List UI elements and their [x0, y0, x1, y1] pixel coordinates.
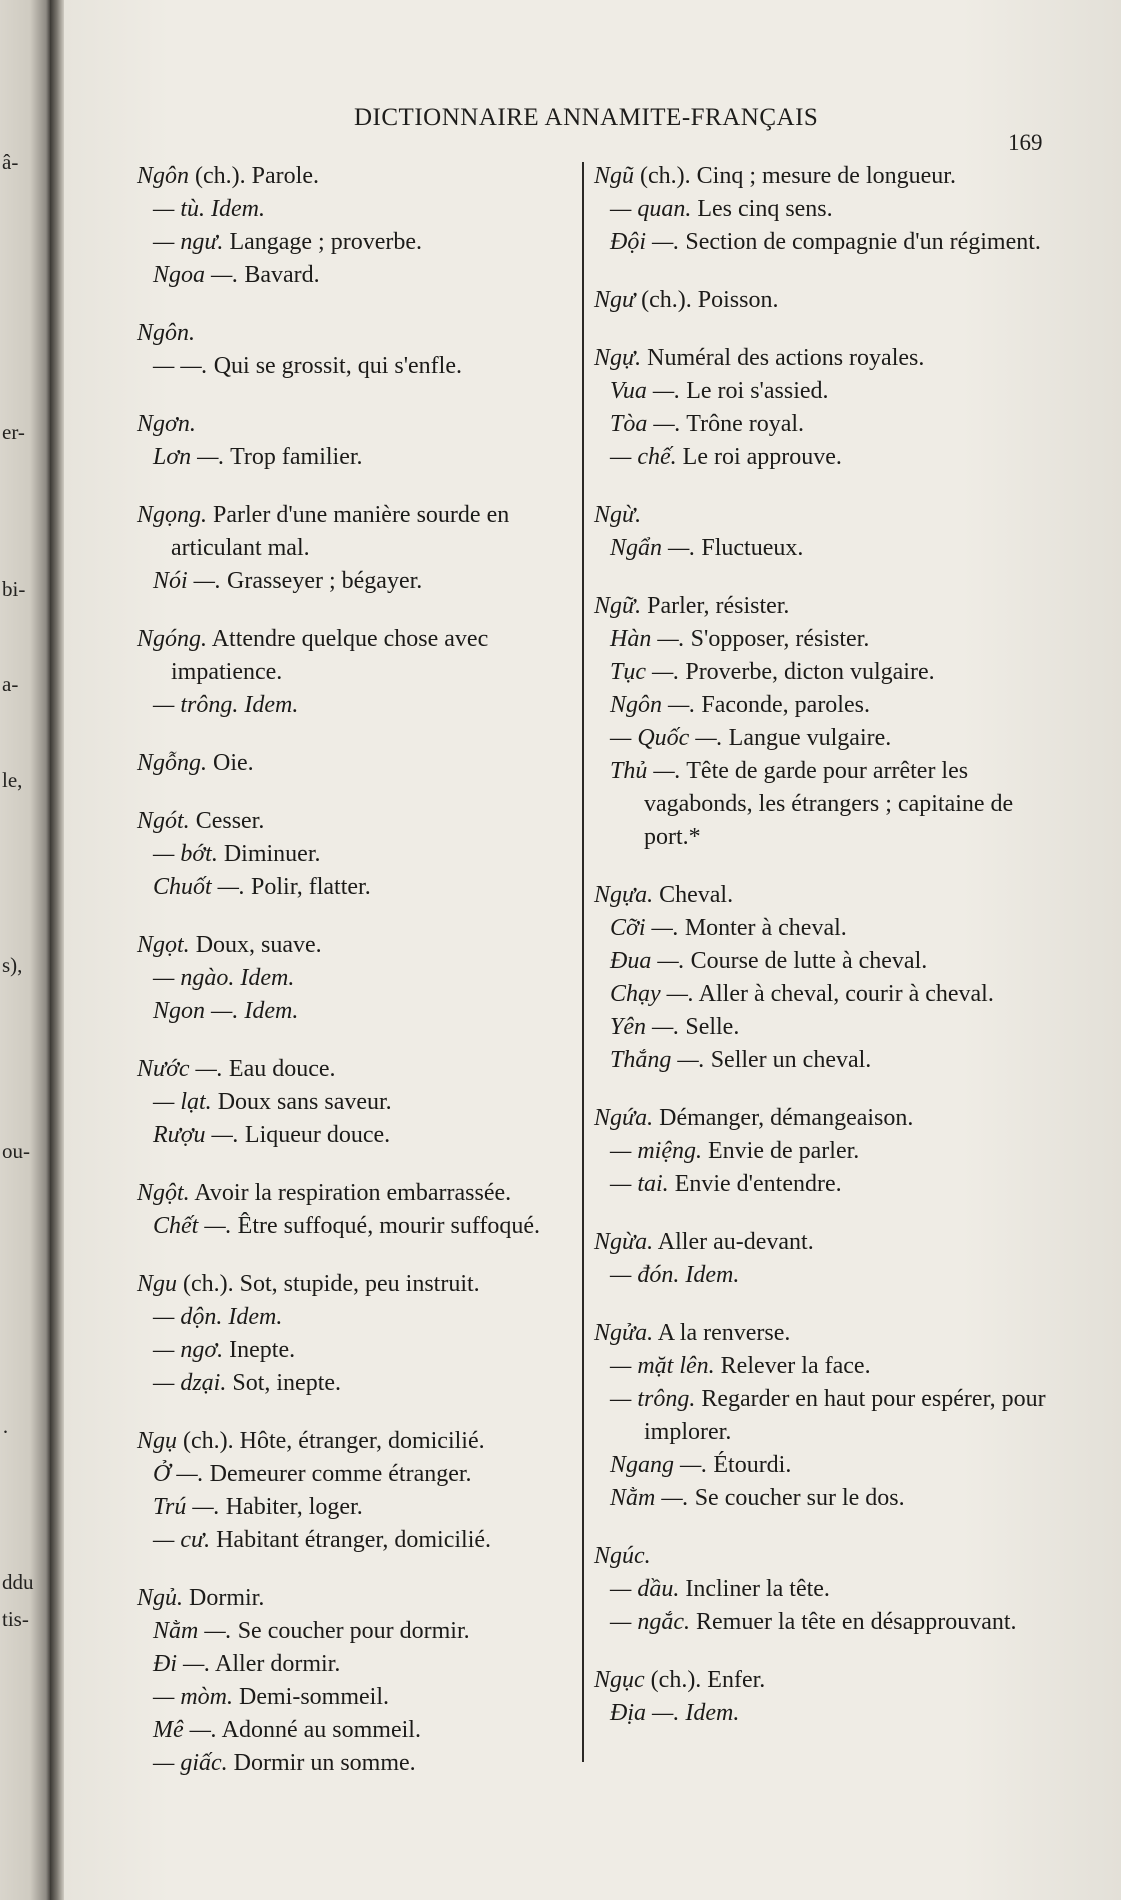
headword: Ngơn.	[137, 411, 196, 437]
definition: Le roi s'assied.	[680, 378, 829, 404]
headword: — tù.	[153, 196, 206, 222]
headword: — chế.	[610, 444, 677, 470]
definition: Demeurer comme étranger.	[203, 1461, 472, 1487]
definition: Avoir la respiration embarrassée.	[189, 1180, 512, 1206]
dictionary-entry	[137, 1268, 577, 1400]
dictionary-entry	[137, 747, 577, 780]
entry-subline	[137, 689, 577, 722]
entry-subline	[137, 1334, 577, 1367]
definition: Oie.	[207, 750, 254, 776]
definition: Aller à cheval, courir à cheval.	[694, 981, 994, 1007]
entry-subline	[137, 1615, 577, 1648]
entry-subline	[137, 259, 577, 292]
entry-subline	[594, 193, 1054, 226]
dictionary-entry	[594, 499, 1054, 565]
dictionary-entry	[137, 805, 577, 904]
headword: — bớt.	[153, 841, 218, 867]
definition: Qui se grossit, qui s'enfle.	[207, 353, 462, 379]
headword: Nước —.	[137, 1056, 223, 1082]
definition: Sot, inepte.	[226, 1370, 342, 1396]
entry-subline	[137, 1367, 577, 1400]
definition: Grasseyer ; bégayer.	[221, 568, 423, 594]
definition: Être suffoqué, mourir suffoqué.	[231, 1213, 541, 1239]
entry-subline	[594, 375, 1054, 408]
definition: Proverbe, dicton vulgaire.	[679, 659, 935, 685]
entry-headline	[137, 317, 577, 350]
entry-headline	[594, 1102, 1054, 1135]
entry-subline	[594, 226, 1054, 259]
definition: S'opposer, résister.	[684, 626, 870, 652]
definition: Attendre quelque chose avec impatience.	[171, 626, 489, 685]
entry-subline	[137, 995, 577, 1028]
definition: Adonné au sommeil.	[216, 1717, 421, 1743]
margin-fragment: â-	[2, 150, 19, 174]
headword: Đi —.	[153, 1651, 211, 1677]
headword: Thủ —.	[610, 758, 681, 784]
definition: Le roi approuve.	[676, 444, 842, 470]
definition: Numéral des actions royales.	[641, 345, 925, 371]
definition: Monter à cheval.	[678, 915, 847, 941]
headword: — đón.	[610, 1262, 680, 1288]
entry-headline	[594, 342, 1054, 375]
entry-subline	[594, 945, 1054, 978]
headword: — miệng.	[610, 1138, 702, 1164]
headword: Ngục	[594, 1667, 645, 1693]
headword: — Quốc —.	[610, 725, 723, 751]
dictionary-entry	[594, 342, 1054, 474]
definition: Incliner la tête.	[679, 1576, 830, 1602]
definition: Envie d'entendre.	[668, 1171, 842, 1197]
entry-subline	[137, 1524, 577, 1557]
headword: Thắng —.	[610, 1047, 705, 1073]
entry-subline	[137, 226, 577, 259]
entry-subline	[594, 656, 1054, 689]
headword: Ngúc.	[594, 1543, 651, 1569]
headword: — ngào.	[153, 965, 235, 991]
dictionary-entry	[594, 1664, 1054, 1730]
definition: Parler, résister.	[641, 593, 790, 619]
entry-headline	[137, 929, 577, 962]
headword: Ngỗng.	[137, 750, 208, 776]
definition: Étourdi.	[707, 1452, 792, 1478]
right-column	[594, 160, 1054, 1755]
dictionary-entry	[137, 1582, 577, 1780]
headword: Ngoa —.	[153, 262, 239, 288]
margin-fragment: tis-	[2, 1607, 29, 1631]
definition: Trône royal.	[680, 411, 805, 437]
definition: Parler d'une manière sourde en articulant mal.	[171, 502, 510, 561]
headword: Mê —.	[153, 1717, 217, 1743]
entry-headline	[594, 1540, 1054, 1573]
entry-subline	[594, 408, 1054, 441]
definition: Idem.	[238, 692, 299, 718]
definition: Relever la face.	[714, 1353, 871, 1379]
headword: Cỡi —.	[610, 915, 679, 941]
margin-fragment: ·	[2, 1420, 9, 1444]
headword: Ngọt.	[137, 932, 190, 958]
entry-subline	[594, 1573, 1054, 1606]
headword: — dộn.	[153, 1304, 223, 1330]
dictionary-entry	[137, 1177, 577, 1243]
headword: — trông.	[153, 692, 239, 718]
dictionary-entry	[594, 284, 1054, 317]
headword: Ngôn.	[137, 320, 196, 346]
headword: Hàn —.	[610, 626, 685, 652]
definition: Idem.	[234, 965, 295, 991]
headword: — quan.	[610, 196, 692, 222]
entry-subline	[594, 1259, 1054, 1292]
definition: Course de lutte à cheval.	[684, 948, 928, 974]
headword: Tòa —.	[610, 411, 681, 437]
entry-headline	[594, 1226, 1054, 1259]
definition: Langage ; proverbe.	[223, 229, 423, 255]
dictionary-entry	[594, 1226, 1054, 1292]
page-number: 169	[1008, 130, 1043, 155]
headword: Ngọng.	[137, 502, 208, 528]
entry-subline	[594, 1168, 1054, 1201]
entry-subline	[137, 871, 577, 904]
definition: (ch.). Poisson.	[635, 287, 779, 313]
entry-subline	[594, 1383, 1054, 1449]
entry-headline	[594, 879, 1054, 912]
margin-fragment: a-	[2, 672, 19, 696]
definition: Habitant étranger, domicilié.	[210, 1527, 492, 1553]
definition: Bavard.	[238, 262, 320, 288]
headword: Chết —.	[153, 1213, 232, 1239]
headword: Đội —.	[610, 229, 680, 255]
headword: — mòm.	[153, 1684, 234, 1710]
definition: Tête de garde pour arrêter les vagabonds, les étrangers ; capitaine de port.*	[644, 758, 1014, 850]
entry-subline	[137, 1714, 577, 1747]
entry-headline	[137, 499, 577, 565]
dictionary-entry	[137, 317, 577, 383]
definition: Fluctueux.	[695, 535, 804, 561]
definition: Habiter, loger.	[219, 1494, 363, 1520]
headword: Ngon —.	[153, 998, 239, 1024]
headword: — ngư.	[153, 229, 224, 255]
definition: (ch.). Hôte, étranger, domicilié.	[177, 1428, 485, 1454]
definition: Aller au-devant.	[653, 1229, 814, 1255]
headword: Ngửa.	[594, 1320, 654, 1346]
definition: Envie de parler.	[702, 1138, 860, 1164]
entry-headline	[137, 805, 577, 838]
dictionary-entry	[137, 929, 577, 1028]
entry-subline	[137, 1681, 577, 1714]
dictionary-entry	[594, 160, 1054, 259]
headword: Ngự.	[594, 345, 642, 371]
entry-headline	[594, 1664, 1054, 1697]
definition: Trop familier.	[224, 444, 363, 470]
entry-subline	[137, 1119, 577, 1152]
entry-subline	[594, 1482, 1054, 1515]
entry-subline	[594, 1606, 1054, 1639]
headword: Ngủ.	[137, 1585, 184, 1611]
headword: Ngữ.	[594, 593, 642, 619]
headword: Rượu —.	[153, 1122, 239, 1148]
margin-fragment: s),	[2, 953, 23, 977]
entry-subline	[137, 1747, 577, 1780]
entry-subline	[594, 441, 1054, 474]
definition: Dormir.	[183, 1585, 265, 1611]
definition: (ch.). Cinq ; mesure de longueur.	[634, 163, 956, 189]
entry-subline	[137, 962, 577, 995]
dictionary-entry	[137, 1053, 577, 1152]
headword: Nói —.	[153, 568, 222, 594]
entry-headline	[594, 284, 1054, 317]
definition: Doux sans saveur.	[211, 1089, 392, 1115]
column-divider	[582, 162, 584, 1762]
headword: Ngẩn —.	[610, 535, 696, 561]
entry-headline	[137, 747, 577, 780]
headword: Ngựa.	[594, 882, 654, 908]
entry-subline	[594, 1135, 1054, 1168]
entry-headline	[137, 1177, 577, 1210]
entry-subline	[137, 1648, 577, 1681]
definition: Se coucher pour dormir.	[231, 1618, 470, 1644]
headword: — dzại.	[153, 1370, 227, 1396]
headword: Ở —.	[153, 1461, 204, 1487]
headword: Ngừ.	[594, 502, 642, 528]
book-gutter	[50, 0, 64, 1900]
entry-subline	[137, 193, 577, 226]
entry-subline	[137, 441, 577, 474]
definition: Cesser.	[189, 808, 265, 834]
headword: — dầu.	[610, 1576, 680, 1602]
dictionary-entry	[137, 408, 577, 474]
entry-subline	[594, 532, 1054, 565]
entry-subline	[594, 1697, 1054, 1730]
entry-headline	[137, 1582, 577, 1615]
entry-subline	[137, 838, 577, 871]
headword: — —.	[153, 353, 208, 379]
headword: Vua —.	[610, 378, 681, 404]
dictionary-entry	[594, 1317, 1054, 1515]
headword: — giấc.	[153, 1750, 228, 1776]
dictionary-entry	[594, 879, 1054, 1077]
entry-subline	[594, 689, 1054, 722]
entry-subline	[137, 1491, 577, 1524]
definition: Démanger, démangeaison.	[653, 1105, 914, 1131]
entry-subline	[594, 1449, 1054, 1482]
headword: Ngang —.	[610, 1452, 708, 1478]
entry-subline	[594, 1350, 1054, 1383]
headword: — mặt lên.	[610, 1353, 715, 1379]
headword: Nằm —.	[610, 1485, 689, 1511]
page-header: DICTIONNAIRE ANNAMITE-FRANÇAIS	[354, 104, 819, 131]
definition: Inepte.	[223, 1337, 296, 1363]
entry-subline	[594, 1011, 1054, 1044]
entry-subline	[594, 623, 1054, 656]
entry-headline	[137, 1268, 577, 1301]
headword: Ngũ	[594, 163, 635, 189]
definition: Aller dormir.	[210, 1651, 341, 1677]
entry-headline	[594, 160, 1054, 193]
entry-subline	[594, 912, 1054, 945]
dictionary-entry	[594, 1102, 1054, 1201]
margin-fragment: ou-	[2, 1139, 30, 1163]
headword: — trông.	[610, 1386, 696, 1412]
headword: Chuốt —.	[153, 874, 246, 900]
definition: Dormir un somme.	[227, 1750, 416, 1776]
headword: Lơn —.	[153, 444, 225, 470]
definition: (ch.). Parole.	[189, 163, 319, 189]
headword: Yên —.	[610, 1014, 680, 1040]
entry-headline	[137, 1053, 577, 1086]
headword: Tục —.	[610, 659, 680, 685]
definition: Seller un cheval.	[704, 1047, 872, 1073]
entry-subline	[594, 1044, 1054, 1077]
entry-subline	[137, 1301, 577, 1334]
definition: Cheval.	[653, 882, 734, 908]
definition: Faconde, paroles.	[695, 692, 870, 718]
headword: Ngót.	[137, 808, 190, 834]
entry-headline	[137, 160, 577, 193]
left-column	[137, 160, 577, 1805]
definition: Idem.	[205, 196, 265, 222]
dictionary-entry	[137, 1425, 577, 1557]
definition: (ch.). Enfer.	[644, 1667, 766, 1693]
entry-subline	[137, 565, 577, 598]
dictionary-entry	[137, 623, 577, 722]
headword: — lạt.	[153, 1089, 212, 1115]
headword: Ngột.	[137, 1180, 190, 1206]
definition: (ch.). Sot, stupide, peu instruit.	[177, 1271, 480, 1297]
definition: Polir, flatter.	[245, 874, 371, 900]
margin-fragment: er-	[2, 420, 25, 444]
headword: Ngứa.	[594, 1105, 654, 1131]
dictionary-entry	[594, 1540, 1054, 1639]
headword: — tai.	[610, 1171, 669, 1197]
entry-subline	[594, 978, 1054, 1011]
definition: Doux, suave.	[189, 932, 322, 958]
definition: Se coucher sur le dos.	[688, 1485, 905, 1511]
entry-subline	[137, 1210, 577, 1243]
definition: Idem.	[679, 1262, 740, 1288]
headword: Ngư	[594, 287, 636, 313]
dictionary-entry	[137, 499, 577, 598]
headword: Ngu	[137, 1271, 178, 1297]
entry-subline	[137, 350, 577, 383]
definition: Demi-sommeil.	[233, 1684, 389, 1710]
definition: Diminuer.	[217, 841, 321, 867]
definition: Les cinq sens.	[691, 196, 833, 222]
entry-headline	[137, 1425, 577, 1458]
headword: Đua —.	[610, 948, 685, 974]
definition: Idem.	[238, 998, 299, 1024]
entry-subline	[137, 1458, 577, 1491]
headword: — ngơ.	[153, 1337, 224, 1363]
headword: Ngụ	[137, 1428, 178, 1454]
definition: Eau douce.	[222, 1056, 336, 1082]
definition: Idem.	[222, 1304, 283, 1330]
entry-headline	[594, 499, 1054, 532]
headword: Ngóng.	[137, 626, 208, 652]
margin-fragment: le,	[2, 768, 23, 792]
margin-fragment: bi-	[2, 577, 26, 601]
headword: Địa —.	[610, 1700, 680, 1726]
definition: Section de compagnie d'un régiment.	[679, 229, 1041, 255]
definition: Remuer la tête en désapprouvant.	[690, 1609, 1017, 1635]
entry-subline	[137, 1086, 577, 1119]
definition: Idem.	[679, 1700, 740, 1726]
entry-headline	[137, 408, 577, 441]
entry-subline	[594, 722, 1054, 755]
definition: A la renverse.	[653, 1320, 791, 1346]
entry-subline	[594, 755, 1054, 854]
definition: Selle.	[679, 1014, 740, 1040]
headword: Nằm —.	[153, 1618, 232, 1644]
headword: — cư.	[153, 1527, 211, 1553]
entry-headline	[594, 1317, 1054, 1350]
headword: Trú —.	[153, 1494, 220, 1520]
margin-fragment: ddu	[2, 1570, 34, 1594]
definition: Liqueur douce.	[238, 1122, 391, 1148]
dictionary-entry	[594, 590, 1054, 854]
headword: Chạy —.	[610, 981, 694, 1007]
headword: Ngôn —.	[610, 692, 696, 718]
definition: Langue vulgaire.	[722, 725, 892, 751]
entry-headline	[594, 590, 1054, 623]
headword: Ngôn	[137, 163, 190, 189]
definition: Regarder en haut pour espérer, pour implorer.	[644, 1386, 1046, 1445]
headword: Ngừa.	[594, 1229, 654, 1255]
entry-headline	[137, 623, 577, 689]
dictionary-entry	[137, 160, 577, 292]
dictionary-page	[64, 0, 1121, 1900]
headword: — ngắc.	[610, 1609, 690, 1635]
